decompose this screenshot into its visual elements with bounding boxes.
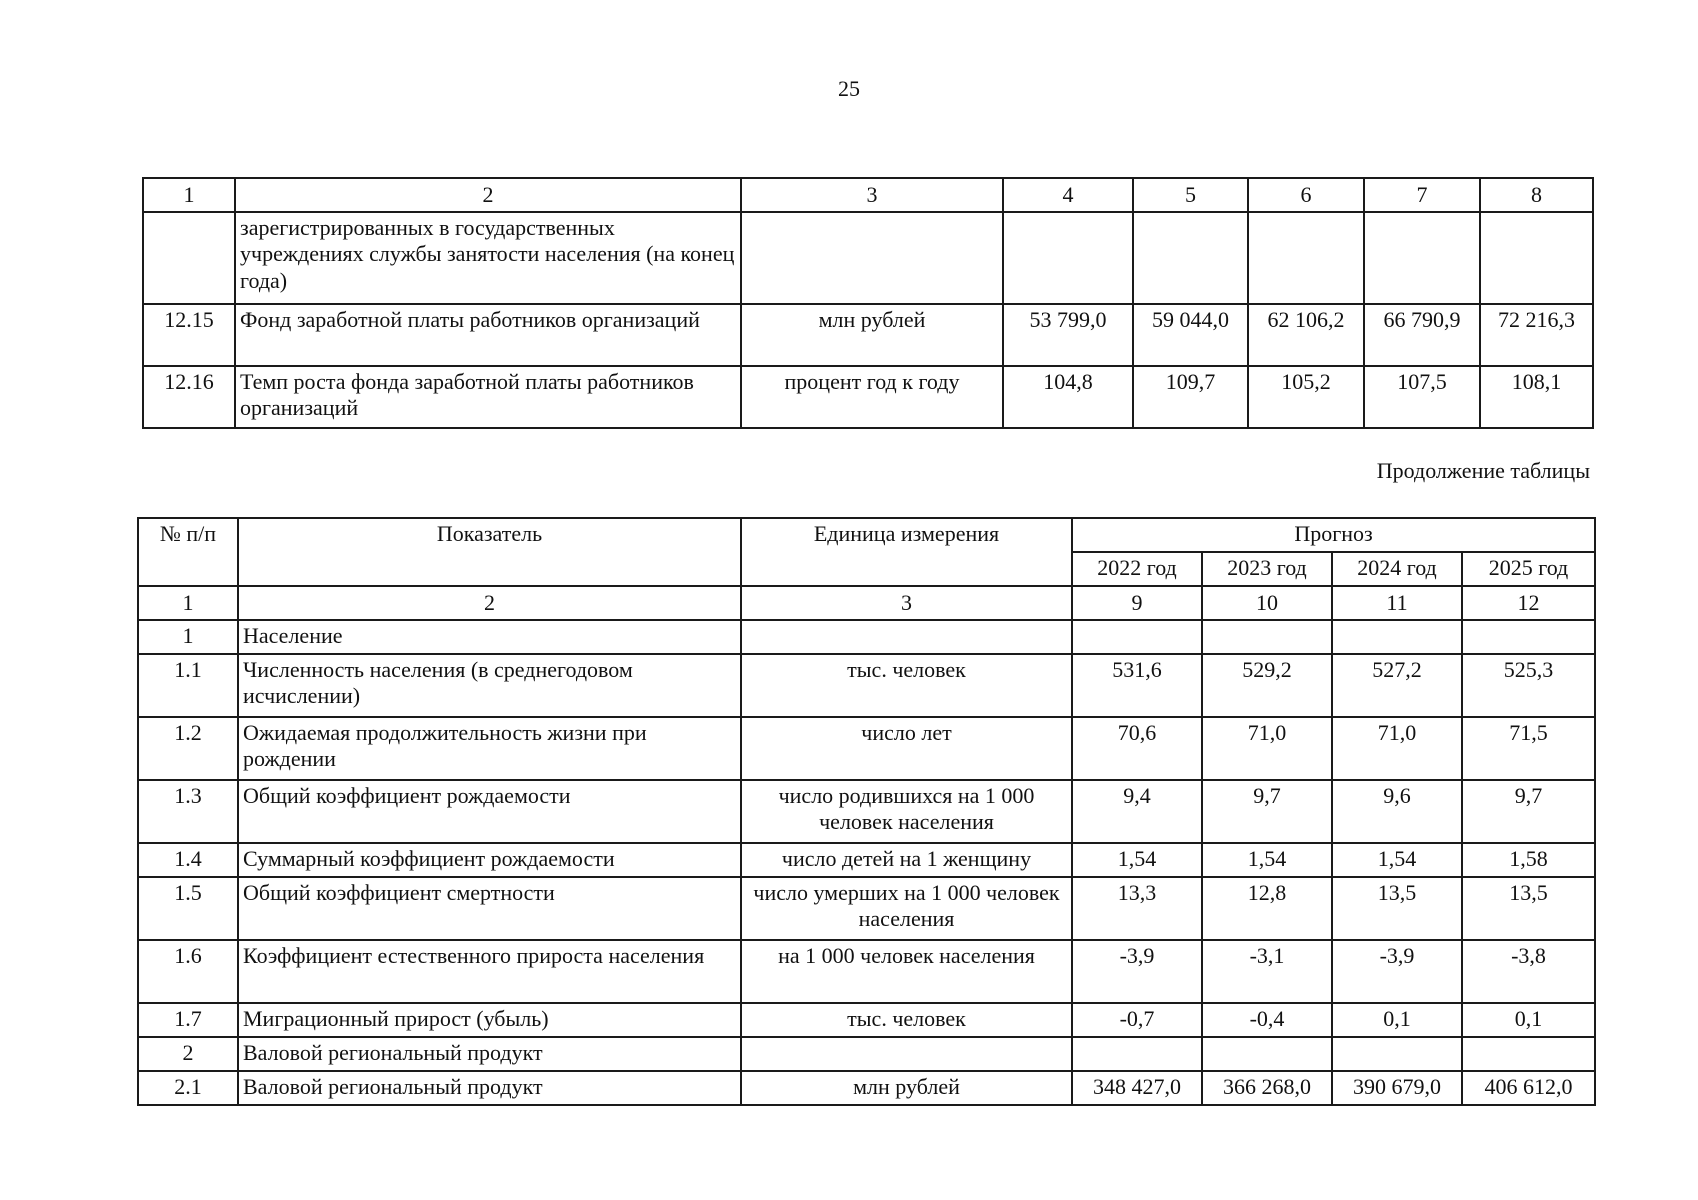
value-cell: -0,4 xyxy=(1202,1003,1332,1037)
value-cell: 108,1 xyxy=(1480,366,1593,428)
unit-of-measure: число родившихся на 1 000 человек населения xyxy=(741,780,1072,843)
indicator-name: Численность населения (в среднегодовом исчислении) xyxy=(238,654,741,717)
value-cell xyxy=(1462,1037,1595,1071)
indicator-name: Общий коэффициент рождаемости xyxy=(238,780,741,843)
unit-of-measure: на 1 000 человек населения xyxy=(741,940,1072,1003)
indicators-table-bottom xyxy=(137,517,1596,1106)
indicator-name: зарегистрированных в государственных учреждениях службы занятости населения (на конец года) xyxy=(235,212,741,304)
value-cell: 348 427,0 xyxy=(1072,1071,1202,1105)
table-row xyxy=(138,940,1595,1003)
value-cell xyxy=(1332,620,1462,654)
row-number: 1.7 xyxy=(138,1003,238,1037)
value-cell: 531,6 xyxy=(1072,654,1202,717)
value-cell: 366 268,0 xyxy=(1202,1071,1332,1105)
value-cell: 9,7 xyxy=(1462,780,1595,843)
value-cell: 71,0 xyxy=(1202,717,1332,780)
row-number: 1.5 xyxy=(138,877,238,940)
value-cell: 12,8 xyxy=(1202,877,1332,940)
column-number: 11 xyxy=(1332,586,1462,620)
indicator-name: Население xyxy=(238,620,741,654)
row-number: 1.4 xyxy=(138,843,238,877)
value-cell xyxy=(1332,1037,1462,1071)
value-cell: 13,5 xyxy=(1462,877,1595,940)
value-cell xyxy=(1248,212,1364,304)
column-header-indicator: Показатель xyxy=(238,518,741,586)
value-cell: 53 799,0 xyxy=(1003,304,1133,366)
value-cell: 13,5 xyxy=(1332,877,1462,940)
table-row xyxy=(143,212,1593,304)
indicator-name: Валовой региональный продукт xyxy=(238,1071,741,1105)
unit-of-measure: тыс. человек xyxy=(741,654,1072,717)
unit-of-measure xyxy=(741,1037,1072,1071)
indicators-table-top xyxy=(142,177,1594,429)
year-header: 2022 год xyxy=(1072,552,1202,586)
value-cell: -3,1 xyxy=(1202,940,1332,1003)
value-cell: 527,2 xyxy=(1332,654,1462,717)
value-cell: 59 044,0 xyxy=(1133,304,1248,366)
column-number: 9 xyxy=(1072,586,1202,620)
column-number: 3 xyxy=(741,586,1072,620)
value-cell xyxy=(1202,1037,1332,1071)
row-number: 1.2 xyxy=(138,717,238,780)
column-number: 2 xyxy=(238,586,741,620)
indicator-name: Миграционный прирост (убыль) xyxy=(238,1003,741,1037)
value-cell: 71,0 xyxy=(1332,717,1462,780)
value-cell xyxy=(1003,212,1133,304)
column-header-forecast: Прогноз xyxy=(1072,518,1595,552)
value-cell xyxy=(1133,212,1248,304)
column-number: 1 xyxy=(138,586,238,620)
row-number: 1.3 xyxy=(138,780,238,843)
continuation-label: Продолжение таблицы xyxy=(1376,458,1590,483)
value-cell: 390 679,0 xyxy=(1332,1071,1462,1105)
value-cell: 0,1 xyxy=(1462,1003,1595,1037)
row-number: 2.1 xyxy=(138,1071,238,1105)
indicator-name: Ожидаемая продолжительность жизни при рождении xyxy=(238,717,741,780)
value-cell: 109,7 xyxy=(1133,366,1248,428)
indicator-name: Общий коэффициент смертности xyxy=(238,877,741,940)
indicator-name: Коэффициент естественного прироста населения xyxy=(238,940,741,1003)
value-cell: 104,8 xyxy=(1003,366,1133,428)
column-number: 5 xyxy=(1133,178,1248,212)
table-row xyxy=(138,843,1595,877)
value-cell: 9,7 xyxy=(1202,780,1332,843)
value-cell: 1,54 xyxy=(1072,843,1202,877)
value-cell: 525,3 xyxy=(1462,654,1595,717)
value-cell: 1,58 xyxy=(1462,843,1595,877)
value-cell: 62 106,2 xyxy=(1248,304,1364,366)
value-cell: 529,2 xyxy=(1202,654,1332,717)
value-cell xyxy=(1202,620,1332,654)
row-number xyxy=(143,212,235,304)
table-row xyxy=(138,1003,1595,1037)
column-number: 12 xyxy=(1462,586,1595,620)
value-cell: 1,54 xyxy=(1332,843,1462,877)
page-number: 25 xyxy=(838,76,860,101)
column-number: 3 xyxy=(741,178,1003,212)
table-row xyxy=(138,780,1595,843)
value-cell: -3,9 xyxy=(1072,940,1202,1003)
table-row xyxy=(138,877,1595,940)
column-header-unit: Единица измерения xyxy=(741,518,1072,586)
row-number: 1.1 xyxy=(138,654,238,717)
year-header: 2024 год xyxy=(1332,552,1462,586)
table-row xyxy=(143,366,1593,428)
value-cell xyxy=(1364,212,1480,304)
column-number: 6 xyxy=(1248,178,1364,212)
table-row xyxy=(138,717,1595,780)
column-number: 1 xyxy=(143,178,235,212)
unit-of-measure: процент год к году xyxy=(741,366,1003,428)
value-cell: 72 216,3 xyxy=(1480,304,1593,366)
header-row xyxy=(138,518,1595,552)
indicator-name: Валовой региональный продукт xyxy=(238,1037,741,1071)
indicator-name: Суммарный коэффициент рождаемости xyxy=(238,843,741,877)
year-header: 2023 год xyxy=(1202,552,1332,586)
column-number: 4 xyxy=(1003,178,1133,212)
column-number-row xyxy=(143,178,1593,212)
value-cell xyxy=(1072,620,1202,654)
value-cell: 105,2 xyxy=(1248,366,1364,428)
column-number: 7 xyxy=(1364,178,1480,212)
unit-of-measure: число лет xyxy=(741,717,1072,780)
value-cell: -3,8 xyxy=(1462,940,1595,1003)
unit-of-measure: число детей на 1 женщину xyxy=(741,843,1072,877)
value-cell xyxy=(1480,212,1593,304)
unit-of-measure xyxy=(741,620,1072,654)
value-cell: 107,5 xyxy=(1364,366,1480,428)
value-cell xyxy=(1072,1037,1202,1071)
indicator-name: Фонд заработной платы работников организаций xyxy=(235,304,741,366)
column-number: 8 xyxy=(1480,178,1593,212)
value-cell xyxy=(1462,620,1595,654)
value-cell: 0,1 xyxy=(1332,1003,1462,1037)
unit-of-measure: тыс. человек xyxy=(741,1003,1072,1037)
indicator-name: Темп роста фонда заработной платы работников организаций xyxy=(235,366,741,428)
value-cell: 13,3 xyxy=(1072,877,1202,940)
value-cell: 66 790,9 xyxy=(1364,304,1480,366)
value-cell: 9,6 xyxy=(1332,780,1462,843)
value-cell: 406 612,0 xyxy=(1462,1071,1595,1105)
value-cell: 1,54 xyxy=(1202,843,1332,877)
row-number: 1 xyxy=(138,620,238,654)
table-row xyxy=(138,654,1595,717)
column-number: 2 xyxy=(235,178,741,212)
column-number-row xyxy=(138,586,1595,620)
row-number: 2 xyxy=(138,1037,238,1071)
value-cell: 71,5 xyxy=(1462,717,1595,780)
unit-of-measure: млн рублей xyxy=(741,304,1003,366)
value-cell: 9,4 xyxy=(1072,780,1202,843)
value-cell: -3,9 xyxy=(1332,940,1462,1003)
column-number: 10 xyxy=(1202,586,1332,620)
table-row xyxy=(138,1037,1595,1071)
column-header-number: № п/п xyxy=(138,518,238,586)
table-row xyxy=(138,620,1595,654)
value-cell: -0,7 xyxy=(1072,1003,1202,1037)
unit-of-measure: млн рублей xyxy=(741,1071,1072,1105)
table-row xyxy=(143,304,1593,366)
unit-of-measure: число умерших на 1 000 человек населения xyxy=(741,877,1072,940)
table-row xyxy=(138,1071,1595,1105)
unit-of-measure xyxy=(741,212,1003,304)
value-cell: 70,6 xyxy=(1072,717,1202,780)
year-header: 2025 год xyxy=(1462,552,1595,586)
row-number: 1.6 xyxy=(138,940,238,1003)
row-number: 12.16 xyxy=(143,366,235,428)
row-number: 12.15 xyxy=(143,304,235,366)
